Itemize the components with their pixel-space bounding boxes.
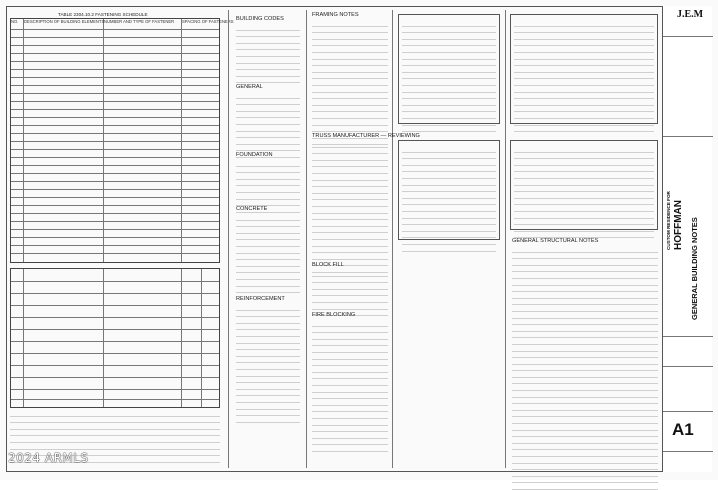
reinforcement-heading: REINFORCEMENT bbox=[236, 296, 285, 302]
mls-watermark: 2024 ARMLS bbox=[8, 451, 89, 465]
concrete-heading: CONCRETE bbox=[236, 206, 268, 212]
foundation-heading: FOUNDATION bbox=[236, 152, 273, 158]
project-subtitle: CUSTOM RESIDENCE FOR bbox=[666, 191, 671, 250]
column-divider-4 bbox=[505, 10, 506, 468]
building-codes-heading: BUILDING CODES bbox=[236, 16, 284, 22]
truss-notes-heading: TRUSS MANUFACTURER — REVIEWING bbox=[312, 133, 420, 139]
schedule-header-fastener: NUMBER AND TYPE OF FASTENER bbox=[104, 19, 175, 24]
fire-blocking-heading: FIRE BLOCKING bbox=[312, 312, 356, 318]
column-divider-1 bbox=[228, 10, 229, 468]
sheet-number: A1 bbox=[672, 420, 694, 439]
fastening-schedule-title: TABLE 2304.10.2 FASTENING SCHEDULE bbox=[58, 12, 148, 17]
sheet-title: GENERAL BUILDING NOTES bbox=[690, 217, 699, 320]
block-fill-heading: BLOCK FILL bbox=[312, 262, 344, 268]
firm-logo: J.E.M bbox=[677, 9, 704, 20]
project-name: HOFFMAN bbox=[673, 200, 684, 250]
fastening-schedule-table bbox=[10, 18, 220, 263]
general-heading: GENERAL bbox=[236, 84, 263, 90]
column-divider-2 bbox=[306, 10, 307, 468]
framing-notes-heading: FRAMING NOTES bbox=[312, 12, 359, 18]
schedule-header-no: NO. bbox=[11, 19, 19, 24]
schedule-header-description: DESCRIPTION OF BUILDING ELEMENTS bbox=[24, 19, 105, 24]
schedule-header-spacing: SPACING OF FASTENERS bbox=[182, 19, 234, 24]
fastening-schedule-table-2 bbox=[10, 268, 220, 408]
column-divider-3 bbox=[392, 10, 393, 468]
structural-notes-heading: GENERAL STRUCTURAL NOTES bbox=[512, 238, 599, 244]
